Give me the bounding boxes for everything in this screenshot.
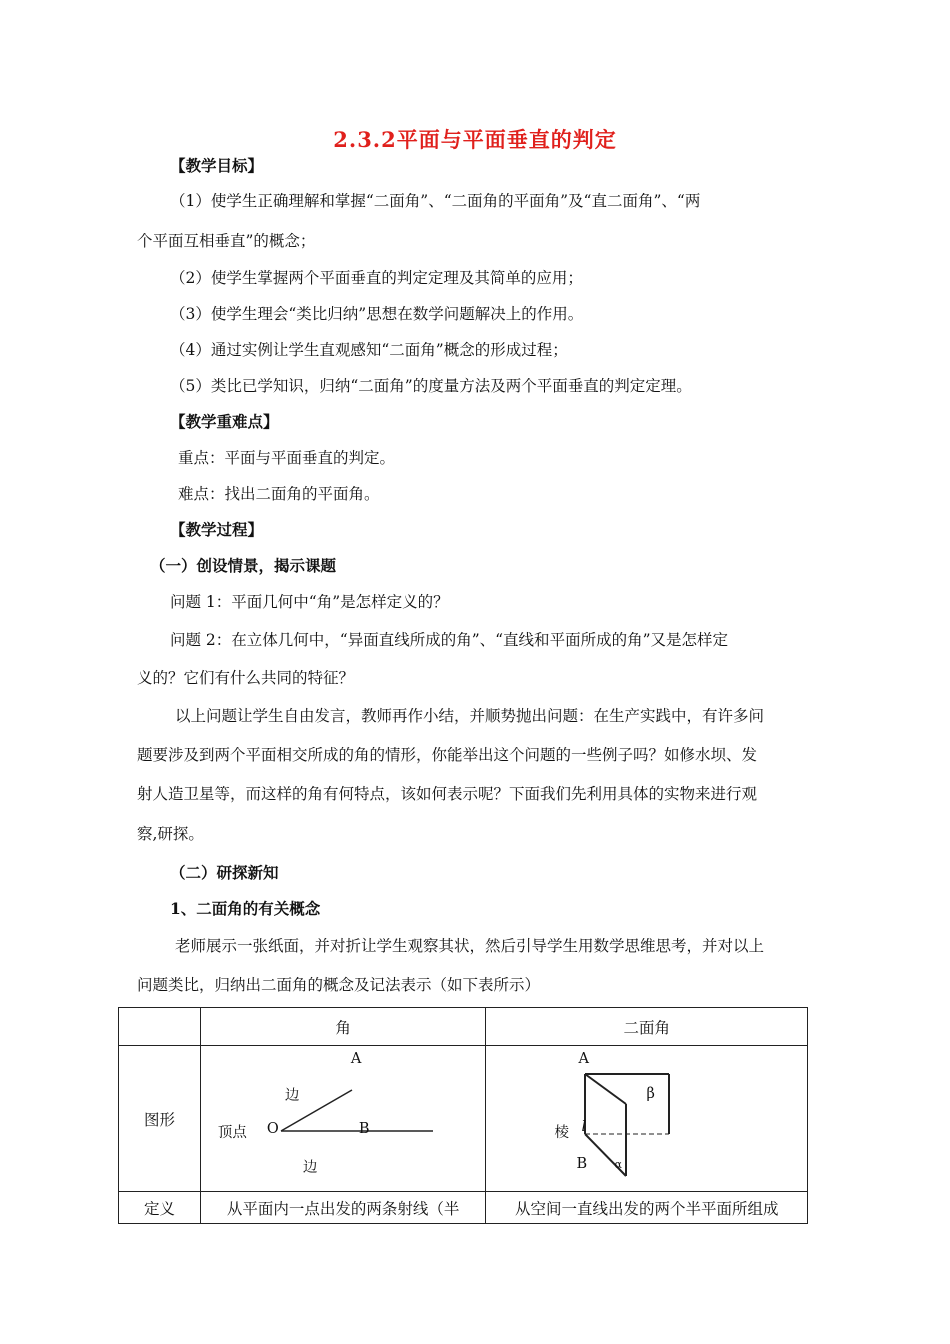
angle-definition: 从平面内一点出发的两条射线（半 [200,1192,486,1224]
angle-label-side-bottom: 边 [302,1160,318,1176]
question-1: 问题 1：平面几何中“角”是怎样定义的？ [170,593,449,611]
dihedral-label-beta: β [646,1086,655,1102]
dihedral-definition: 从空间一直线出发的两个半平面所组成 [486,1192,808,1224]
dihedral-label-l: l [581,1119,587,1135]
dihedral-label-edge: 棱 [554,1125,569,1141]
angle-figure [201,1046,486,1191]
paragraph-2-line-2: 问题类比，归纳出二面角的概念及记法表示（如下表所示） [137,976,541,994]
angle-label-b: B [358,1121,370,1137]
key-point: 重点：平面与平面垂直的判定。 [178,449,396,467]
key-points-heading: 【教学重难点】 [170,412,279,431]
comparison-table [118,1007,808,1224]
goals-heading: 【教学目标】 [170,156,264,175]
paragraph-1-line-1: 以上问题让学生自由发言，教师再作小结，并顺势抛出问题：在生产实践中，有许多问 [175,707,765,725]
goal-2: （2）使学生掌握两个平面垂直的判定定理及其简单的应用； [170,269,583,287]
dihedral-label-alpha: α [614,1158,622,1171]
page-title: 2.3.2平面与平面垂直的判定 [333,127,617,152]
angle-label-vertex: 顶点 [217,1125,247,1141]
goal-4: （4）通过实例让学生直观感知“二面角”概念的形成过程； [170,341,568,359]
subsection-1-heading: 1、二面角的有关概念 [170,899,321,918]
angle-label-o: O [266,1121,279,1137]
dihedral-label-a: A [578,1051,589,1067]
question-2-line-2: 义的？它们有什么共同的特征？ [137,669,355,687]
difficulty-point: 难点：找出二面角的平面角。 [178,485,380,503]
goal-5: （5）类比已学知识，归纳“二面角”的度量方法及两个平面垂直的判定定理。 [170,377,692,395]
dihedral-label-b: B [576,1156,588,1172]
paragraph-1-line-2: 题要涉及到两个平面相交所成的角的情形，你能举出这个问题的一些例子吗？如修水坝、发 [137,746,758,764]
angle-label-side-top: 边 [284,1088,300,1104]
row-label-definition: 定义 [119,1192,201,1224]
goal-1-line-2: 个平面互相垂直”的概念； [137,232,316,250]
header-dihedral-angle: 二面角 [486,1008,808,1046]
question-2-line-1: 问题 2：在立体几何中，“异面直线所成的角”、“直线和平面所成的角”又是怎样定 [170,631,728,649]
part-2-heading: （二）研探新知 [170,863,279,882]
part-1-heading: （一）创设情景，揭示课题 [150,556,337,575]
alpha-plane-top-edge [585,1074,626,1104]
angle-diagram [201,1046,487,1191]
goal-3: （3）使学生理会“类比归纳”思想在数学问题解决上的作用。 [170,305,584,323]
process-heading: 【教学过程】 [170,520,264,539]
angle-label-a: A [350,1051,362,1067]
row-label-figure: 图形 [119,1046,201,1192]
header-angle: 角 [200,1008,486,1046]
dihedral-figure-cell [486,1046,808,1192]
goal-1-line-1: （1）使学生正确理解和掌握“二面角”、“二面角的平面角”及“直二面角”、“两 [170,192,701,210]
dihedral-figure [486,1046,807,1191]
angle-figure-cell [200,1046,486,1192]
paragraph-1-line-3: 射人造卫星等，而这样的角有何特点，该如何表示呢？下面我们先利用具体的实物来进行观 [137,785,758,803]
table-row-figure [119,1046,808,1192]
paragraph-1-line-4: 察,研探。 [137,825,204,843]
table-header-row [119,1008,808,1046]
paragraph-2-line-1: 老师展示一张纸面，并对折让学生观察其状，然后引导学生用数学思维思考，并对以上 [175,937,765,955]
table-row-definition [119,1192,808,1224]
dihedral-diagram [486,1046,808,1191]
table-corner-cell [119,1008,201,1046]
